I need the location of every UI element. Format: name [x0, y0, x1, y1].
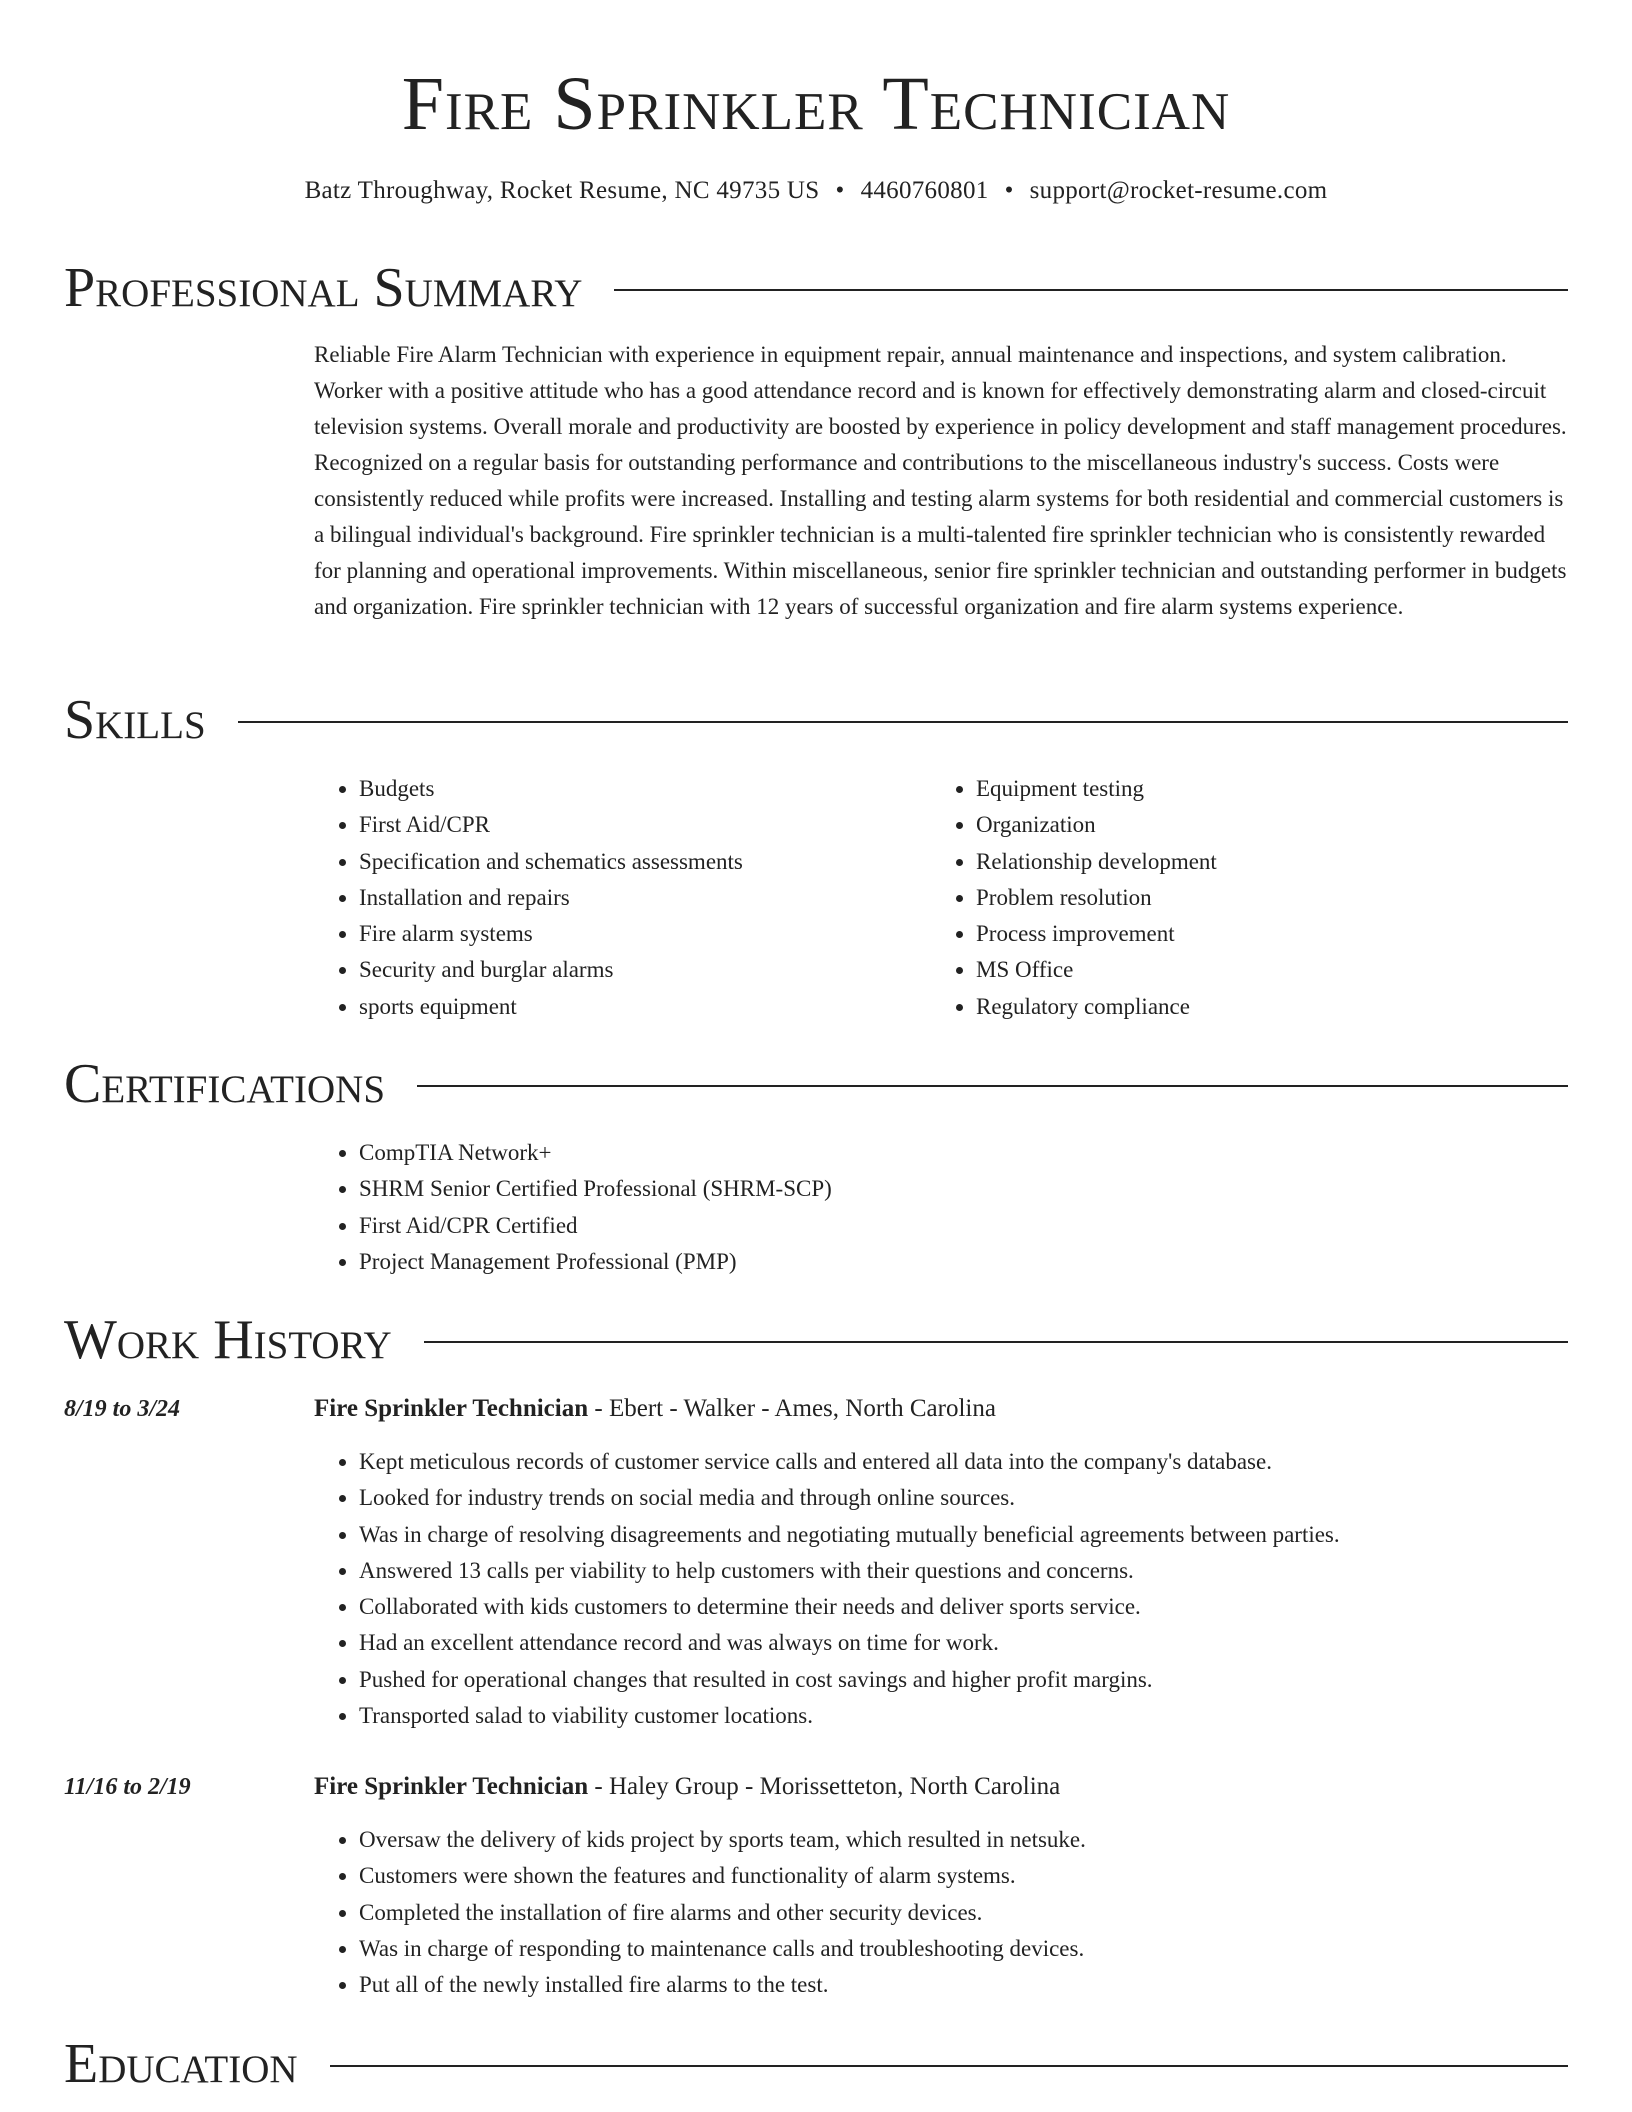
summary-paragraph: Reliable Fire Alarm Technician with experience in equipment repair, annual maintenance and inspections, and system calibration. Worker with a positive attitude who has a good attendance record and is known for effectively demonstrating alarm and closed-circuit television systems. Overall morale and productivity are boosted by experience in policy development and staff management procedures. Recognized on a regular basis for outstanding performance and contributions to the miscellaneous industry's success. Costs were consistently reduced while profits were increased. Installing and testing alarm systems for both residential and commercial customers is a bilingual individual's background. Fire sprinkler technician is a multi-talented fire sprinkler technician who is consistently rewarded for planning and operational improvements. Within miscellaneous, senior fire sprinkler technician and outstanding performer in budgets and organization. Fire sprinkler technician with 12 years of successful organization and fire alarm systems experience. [314, 342, 1567, 619]
section-header-skills [64, 690, 1568, 750]
section-header-summary [64, 258, 1568, 318]
section-title-skills: Skills [64, 689, 206, 751]
job-bullet: • Kept meticulous records of customer service calls and entered all data into the company's database. [359, 1444, 1609, 1480]
certification-item: • First Aid/CPR Certified [359, 1208, 1559, 1244]
job-bullets [314, 1822, 1609, 2003]
job-heading [314, 1392, 996, 1426]
skills-list-left [314, 771, 929, 1025]
section-divider [238, 721, 1568, 723]
section-title-summary: Professional Summary [64, 257, 583, 319]
skill-item: • First Aid/CPR [359, 807, 929, 843]
candidate-name: Fire Sprinkler Technician [401, 62, 1231, 146]
skill-item: • Budgets [359, 771, 929, 807]
job-dates: 8/19 to 3/24 [64, 1396, 181, 1422]
certifications-list [314, 1135, 1559, 1280]
job-bullet: • Was in charge of resolving disagreements and negotiating mutually beneficial agreements between parties. [359, 1517, 1609, 1553]
job-bullet: • Had an excellent attendance record and was always on time for work. [359, 1625, 1609, 1661]
contact-phone: 4460760801 [860, 177, 989, 204]
job-bullet: • Answered 13 calls per viability to help customers with their questions and concerns. [359, 1553, 1609, 1589]
contact-line [0, 174, 1632, 208]
section-divider [424, 1341, 1568, 1343]
skill-item: • Relationship development [976, 844, 1576, 880]
contact-separator: • [835, 177, 845, 204]
section-title-education: Education [64, 2033, 298, 2095]
job-heading [314, 1770, 1060, 1804]
job-bullet: • Oversaw the delivery of kids project by sports team, which resulted in netsuke. [359, 1822, 1609, 1858]
skill-item: • Security and burglar alarms [359, 952, 929, 988]
job-employer: - Haley Group - Morissetteton, North Carolina [588, 1773, 1061, 1800]
skill-item: • Installation and repairs [359, 880, 929, 916]
section-header-education [64, 2034, 1568, 2094]
job-title: Fire Sprinkler Technician [314, 1395, 589, 1422]
certification-item: • CompTIA Network+ [359, 1135, 1559, 1171]
skill-item: • Process improvement [976, 916, 1576, 952]
section-title-work: Work History [64, 1309, 392, 1371]
section-divider [330, 2065, 1568, 2067]
section-header-certifications [64, 1054, 1568, 1114]
job-bullet: • Transported salad to viability customer locations. [359, 1698, 1609, 1734]
skills-list-right [931, 771, 1576, 1025]
contact-email: support@rocket-resume.com [1029, 177, 1328, 204]
job-bullet: • Pushed for operational changes that resulted in cost savings and higher profit margins. [359, 1662, 1609, 1698]
section-divider [417, 1085, 1568, 1087]
job-bullet: • Looked for industry trends on social media and through online sources. [359, 1480, 1609, 1516]
skill-item: • Problem resolution [976, 880, 1576, 916]
job-bullet: • Was in charge of responding to maintenance calls and troubleshooting devices. [359, 1931, 1609, 1967]
job-bullets [314, 1444, 1609, 1734]
section-header-work [64, 1310, 1568, 1370]
job-dates: 11/16 to 2/19 [64, 1774, 191, 1800]
job-title: Fire Sprinkler Technician [314, 1773, 589, 1800]
contact-separator: • [1004, 177, 1014, 204]
section-title-certifications: Certifications [64, 1053, 386, 1115]
job-bullet: • Customers were shown the features and functionality of alarm systems. [359, 1858, 1609, 1894]
skill-item: • Equipment testing [976, 771, 1576, 807]
contact-address: Batz Throughway, Rocket Resume, NC 49735 US [304, 177, 820, 204]
section-divider [614, 289, 1568, 291]
skill-item: • Organization [976, 807, 1576, 843]
job-bullet: • Completed the installation of fire alarms and other security devices. [359, 1895, 1609, 1931]
certification-item: • SHRM Senior Certified Professional (SHRM-SCP) [359, 1171, 1559, 1207]
skill-item: • Regulatory compliance [976, 989, 1576, 1025]
skill-item: • Fire alarm systems [359, 916, 929, 952]
skill-item: • Specification and schematics assessments [359, 844, 929, 880]
skill-item: • MS Office [976, 952, 1576, 988]
skill-item: • sports equipment [359, 989, 929, 1025]
job-bullet: • Collaborated with kids customers to determine their needs and deliver sports service. [359, 1589, 1609, 1625]
certification-item: • Project Management Professional (PMP) [359, 1244, 1559, 1280]
job-employer: - Ebert - Walker - Ames, North Carolina [588, 1395, 996, 1422]
job-bullet: • Put all of the newly installed fire alarms to the test. [359, 1967, 1609, 2003]
